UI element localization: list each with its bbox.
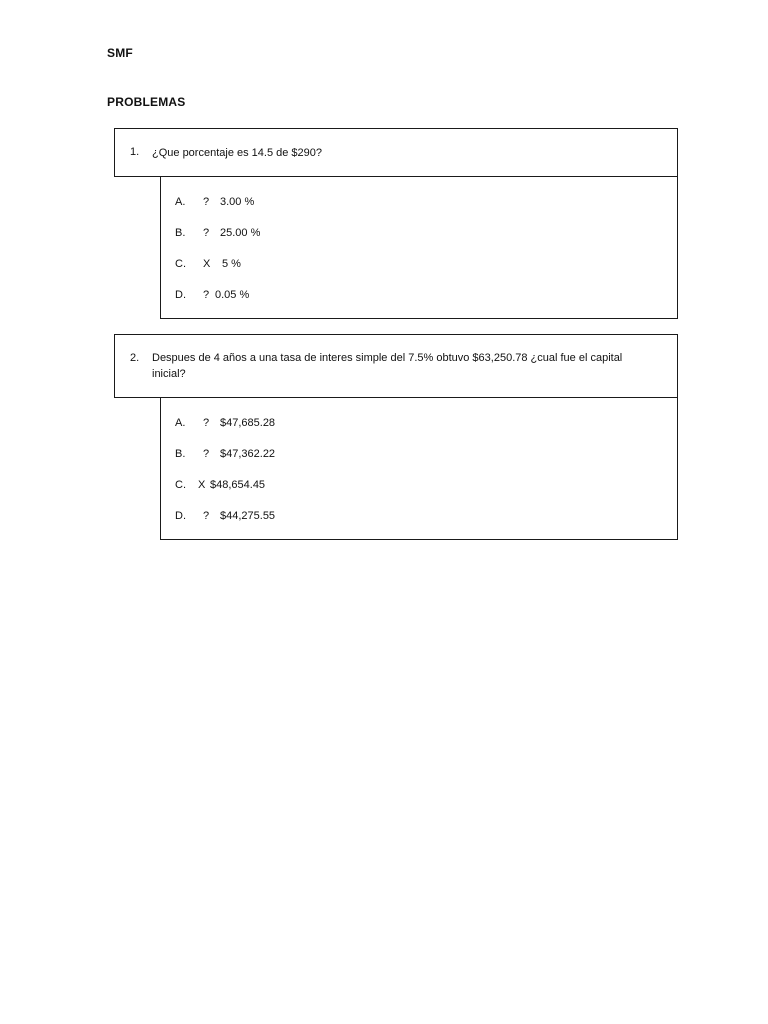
option-value: $47,685.28: [220, 417, 276, 429]
option-value: $48,654.45: [210, 479, 266, 491]
question-1-options: [160, 176, 678, 319]
question-2-options: [160, 397, 678, 540]
option-letter: D.: [175, 510, 186, 522]
option-mark: X: [203, 258, 211, 270]
option-letter: A.: [175, 417, 186, 429]
question-number: 2.: [130, 352, 140, 364]
document-title: SMF: [107, 46, 133, 60]
section-title: PROBLEMAS: [107, 95, 186, 109]
option-mark: ?: [203, 227, 210, 239]
question-number: 1.: [130, 146, 140, 158]
option-value: $47,362.22: [220, 448, 276, 460]
option-letter: B.: [175, 448, 186, 460]
option-value: 0.05 %: [215, 289, 250, 301]
option-letter: C.: [175, 258, 186, 270]
option-mark: ?: [203, 417, 210, 429]
option-mark: ?: [203, 448, 210, 460]
option-value: 3.00 %: [220, 196, 255, 208]
option-letter: A.: [175, 196, 186, 208]
option-value: 5 %: [222, 258, 241, 270]
question-2-box: [114, 334, 678, 398]
question-text: Despues de 4 años a una tasa de interes simple del 7.5% obtuvo $63,250.78 ¿cual fue el capital inicial?: [152, 352, 623, 380]
option-mark: ?: [203, 510, 210, 522]
option-value: $44,275.55: [220, 510, 276, 522]
option-mark: ?: [203, 196, 210, 208]
option-value: 25.00 %: [220, 227, 261, 239]
question-text: ¿Que porcentaje es 14.5 de $290?: [152, 147, 323, 159]
question-1-box: [114, 128, 678, 177]
option-mark: ?: [203, 289, 210, 301]
option-mark: X: [198, 479, 206, 491]
option-letter: D.: [175, 289, 186, 301]
option-letter: C.: [175, 479, 186, 491]
option-letter: B.: [175, 227, 186, 239]
